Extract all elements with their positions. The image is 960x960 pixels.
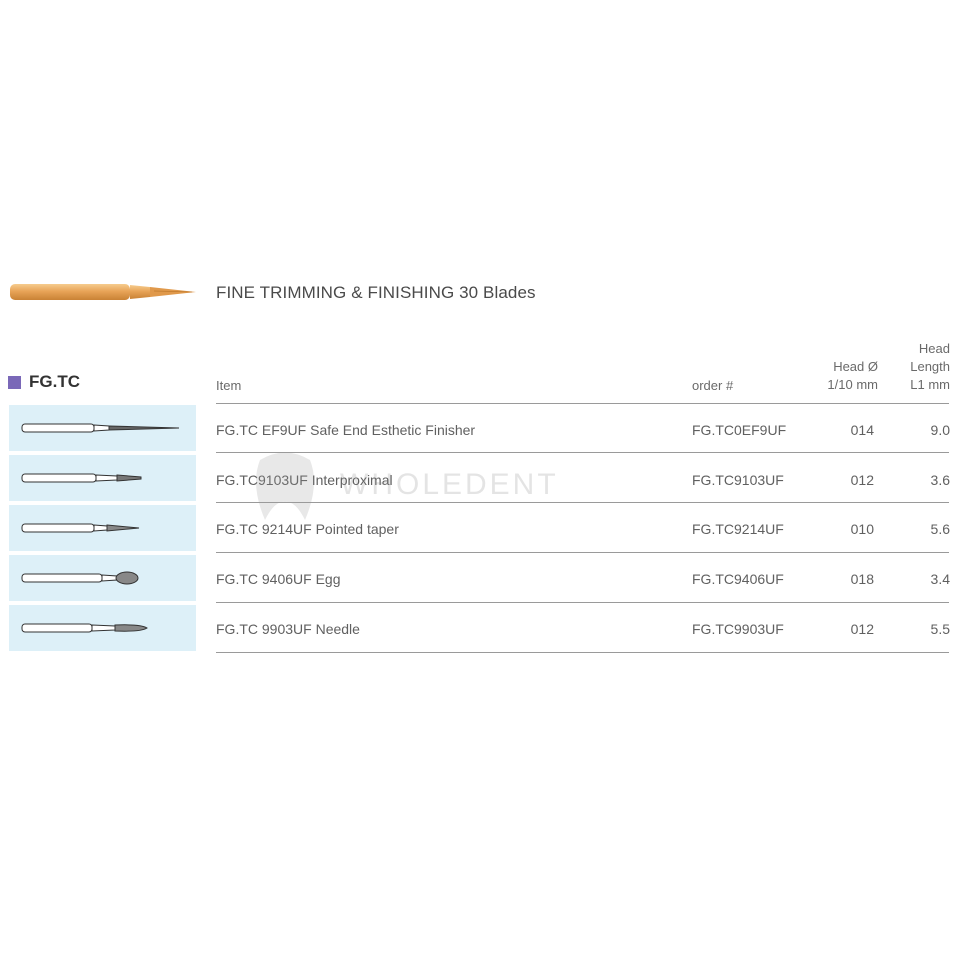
row-head-diameter: 014	[850, 422, 874, 438]
row-head-diameter: 012	[850, 621, 874, 637]
series-label: FG.TC	[29, 372, 80, 391]
short-taper-icon	[21, 468, 181, 488]
long-taper-icon	[21, 418, 181, 438]
table-rule	[216, 652, 949, 653]
bur-thumbnail	[9, 505, 196, 551]
section-title: FINE TRIMMING & FINISHING 30 Blades	[216, 283, 536, 302]
row-head-length: 5.5	[930, 621, 950, 637]
needle-icon	[21, 618, 181, 638]
row-head-length: 3.4	[930, 571, 950, 587]
column-header-head-diameter: Head Ø 1/10 mm	[827, 359, 878, 392]
bur-thumbnail	[9, 555, 196, 601]
row-head-length: 3.6	[930, 472, 950, 488]
row-order-number: FG.TC9406UF	[692, 571, 784, 587]
bur-thumbnail	[9, 605, 196, 651]
row-item-name: FG.TC9103UF Interproximal	[216, 472, 393, 488]
column-header-order: order #	[692, 378, 734, 393]
series-color-square	[8, 376, 21, 389]
table-rule	[216, 403, 949, 404]
watermark-text: WHOLEDENT	[340, 468, 559, 501]
bur-thumbnail	[9, 455, 196, 501]
row-head-diameter: 018	[850, 571, 874, 587]
bur-thumbnail	[9, 405, 196, 451]
table-rule	[216, 552, 949, 553]
row-head-diameter: 010	[850, 521, 874, 537]
row-order-number: FG.TC9103UF	[692, 472, 784, 488]
row-order-number: FG.TC9903UF	[692, 621, 784, 637]
row-order-number: FG.TC9214UF	[692, 521, 784, 537]
table-rule	[216, 602, 949, 603]
egg-icon	[21, 568, 181, 588]
column-header-item: Item	[216, 378, 242, 393]
row-head-length: 9.0	[930, 422, 950, 438]
row-head-diameter: 012	[850, 472, 874, 488]
row-item-name: FG.TC 9903UF Needle	[216, 621, 360, 637]
table-rule	[216, 452, 949, 453]
row-head-length: 5.6	[930, 521, 950, 537]
row-item-name: FG.TC 9214UF Pointed taper	[216, 521, 399, 537]
gold-bur-image	[8, 278, 198, 306]
series-label-group	[8, 372, 80, 392]
table-rule	[216, 502, 949, 503]
pointed-taper-icon	[21, 518, 181, 538]
row-item-name: FG.TC EF9UF Safe End Esthetic Finisher	[216, 422, 476, 438]
row-item-name: FG.TC 9406UF Egg	[216, 571, 341, 587]
column-header-head-length: Head Length L1 mm	[910, 341, 950, 392]
row-order-number: FG.TC0EF9UF	[692, 422, 787, 438]
